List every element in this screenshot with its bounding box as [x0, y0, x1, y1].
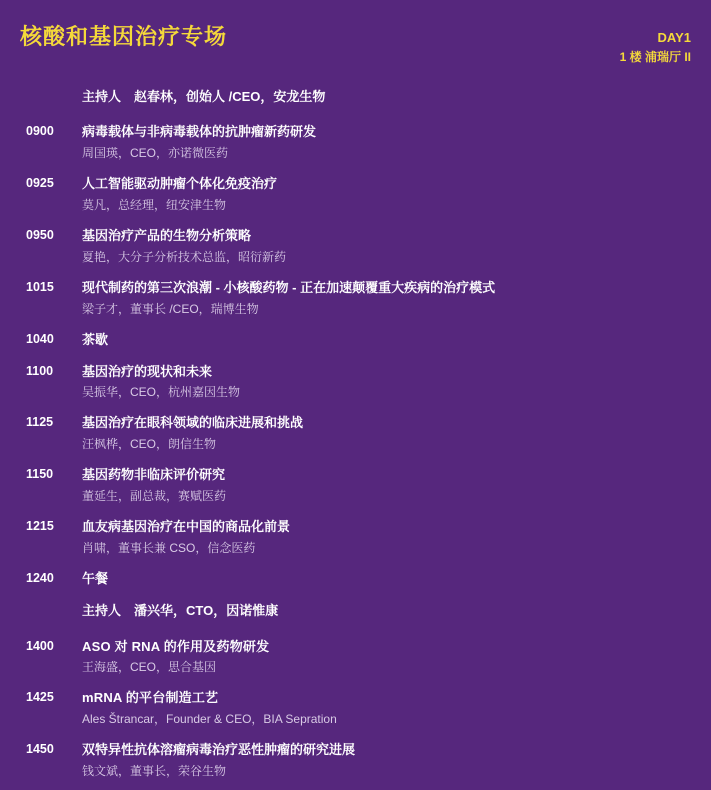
session-content — [82, 123, 697, 162]
session-content — [82, 638, 697, 677]
session-time: 1450 — [26, 742, 54, 757]
session-content — [82, 88, 697, 107]
session-time: 1240 — [26, 570, 54, 585]
header-meta — [620, 24, 691, 66]
list-item — [14, 689, 697, 728]
talk-speaker: 莫凡，总经理，纽安津生物 — [82, 198, 227, 213]
talk-title: 基因药物非临床评价研究 — [82, 467, 226, 483]
session-time: 1040 — [26, 331, 54, 346]
chair-line: 主持人 潘兴华，CTO，因诺惟康 — [82, 602, 279, 618]
session-time: 0900 — [26, 124, 54, 139]
session-time: 1215 — [26, 519, 54, 534]
list-item — [14, 331, 697, 350]
talk-speaker: 周国瑛，CEO，亦诺微医药 — [82, 146, 229, 161]
list-item — [14, 638, 697, 677]
break-title: 午餐 — [82, 570, 109, 586]
session-content — [82, 741, 697, 780]
session-content — [82, 414, 697, 453]
day-label: DAY1 — [657, 30, 691, 45]
list-item — [14, 227, 697, 266]
session-time: 1150 — [26, 467, 54, 482]
list-item — [14, 518, 697, 557]
page-header — [0, 0, 711, 66]
room-label: 1 楼 浦瑞厅 II — [619, 49, 691, 64]
talk-title: 基因治疗的现状和未来 — [82, 363, 213, 379]
list-item — [14, 466, 697, 505]
talk-title: 病毒载体与非病毒载体的抗肿瘤新药研发 — [82, 124, 317, 140]
session-content — [82, 331, 697, 350]
talk-speaker: 汪枫桦，CEO，朗信生物 — [82, 437, 217, 452]
talk-title: 人工智能驱动肿瘤个体化免疫治疗 — [82, 176, 278, 192]
session-content — [82, 175, 697, 214]
talk-speaker: 董延生，副总裁，赛赋医药 — [82, 489, 227, 504]
list-item — [14, 123, 697, 162]
list-item — [14, 279, 697, 318]
session-time: 1100 — [26, 363, 54, 378]
session-content — [82, 518, 697, 557]
session-time: 1125 — [26, 415, 54, 430]
talk-speaker: 吴振华，CEO，杭州嘉因生物 — [82, 385, 241, 400]
list-item — [14, 570, 697, 589]
session-time: 1400 — [26, 638, 54, 653]
session-content — [82, 227, 697, 266]
list-item — [14, 363, 697, 402]
page-title: 核酸和基因治疗专场 — [20, 24, 228, 49]
session-content — [82, 279, 697, 318]
talk-title: mRNA 的平台制造工艺 — [82, 690, 219, 706]
list-item — [14, 175, 697, 214]
session-content — [82, 363, 697, 402]
list-item — [14, 602, 697, 621]
talk-title: 现代制药的第三次浪潮 - 小核酸药物 - 正在加速颠覆重大疾病的治疗模式 — [82, 279, 496, 295]
talk-title: ASO 对 RNA 的作用及药物研发 — [82, 638, 270, 654]
session-time: 1425 — [26, 690, 54, 705]
session-content — [82, 570, 697, 589]
list-item — [14, 88, 697, 107]
talk-speaker: 肖啸，董事长兼 CSO，信念医药 — [82, 540, 256, 555]
session-time: 0925 — [26, 176, 54, 191]
session-content — [82, 466, 697, 505]
talk-title: 基因治疗在眼科领域的临床进展和挑战 — [82, 415, 304, 431]
session-content — [82, 689, 697, 728]
talk-speaker: 钱文斌，董事长，荣谷生物 — [82, 764, 227, 779]
talk-speaker: 梁子才，董事长 /CEO，瑞博生物 — [82, 301, 259, 316]
break-title: 茶歇 — [82, 331, 109, 347]
list-item — [14, 414, 697, 453]
session-time: 1015 — [26, 279, 54, 294]
talk-speaker: Ales Štrancar，Founder & CEO，BIA Sepration — [82, 712, 337, 727]
talk-speaker: 王海盛，CEO，思合基因 — [82, 660, 217, 675]
chair-line: 主持人 赵春林，创始人 /CEO，安龙生物 — [82, 88, 326, 104]
session-time: 0950 — [26, 228, 54, 243]
talk-speaker: 夏艳，大分子分析技术总监，昭衍新药 — [82, 249, 287, 264]
talk-title: 血友病基因治疗在中国的商品化前景 — [82, 519, 291, 535]
talk-title: 基因治疗产品的生物分析策略 — [82, 228, 252, 244]
agenda-list — [0, 88, 711, 781]
session-content — [82, 602, 697, 621]
list-item — [14, 741, 697, 780]
talk-title: 双特异性抗体溶瘤病毒治疗恶性肿瘤的研究进展 — [82, 742, 356, 758]
